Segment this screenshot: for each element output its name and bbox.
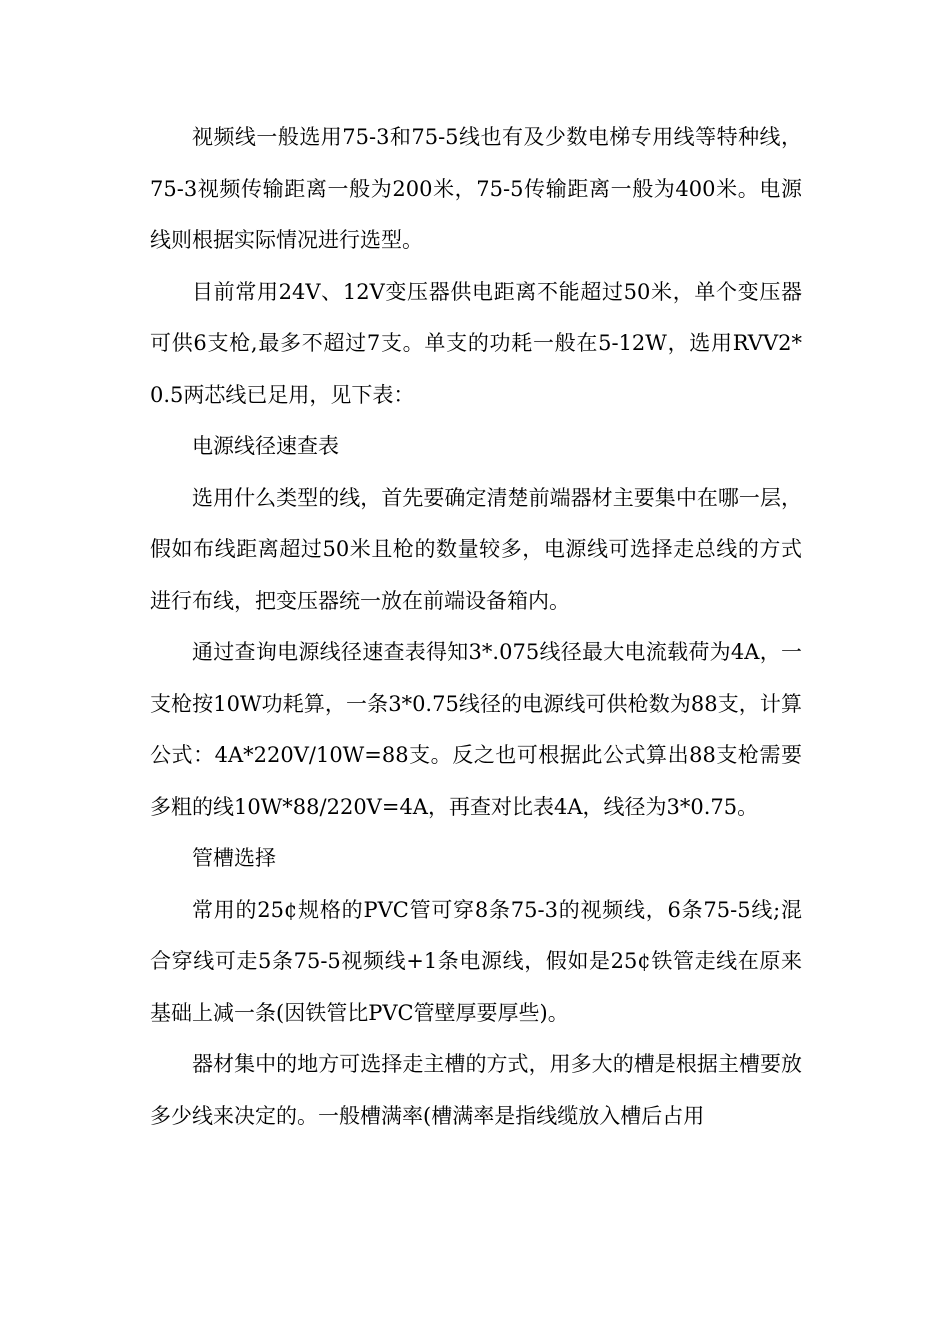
paragraph-cable-calculation: 通过查询电源线径速查表得知3*.075线径最大电流载荷为4A，一支枪按10W功耗算，一条3*0.75线径的电源线可供枪数为88支，计算公式：4A*220V/10W=88支。反之也可根据此公式算出88支枪需要多粗的线10W*88/220V=4A，再查对比表4A，线径为3*0.75。	[150, 640, 802, 819]
heading-conduit-selection: 管槽选择	[192, 846, 276, 870]
paragraph-transformer-power: 目前常用24V、12V变压器供电距离不能超过50米，单个变压器可供6支枪,最多不超过7支。单支的功耗一般在5-12W，选用RVV2*0.5两芯线已足用，见下表：	[150, 279, 802, 407]
paragraph-main-trunking: 器材集中的地方可选择走主槽的方式，用多大的槽是根据主槽要放多少线来决定的。一般槽满率(槽满率是指线缆放入槽后占用	[150, 1052, 802, 1128]
paragraph-cable-type-selection: 选用什么类型的线，首先要确定清楚前端器材主要集中在哪一层，假如布线距离超过50米且枪的数量较多，电源线可选择走总线的方式进行布线，把变压器统一放在前端设备箱内。	[150, 485, 802, 613]
heading-power-cable-table: 电源线径速查表	[192, 434, 339, 458]
paragraph-pvc-conduit: 常用的25¢规格的PVC管可穿8条75-3的视频线，6条75-5线;混合穿线可走5条75-5视频线+1条电源线，假如是25¢铁管走线在原来基础上减一条(因铁管比PVC管壁厚要厚些)。	[150, 897, 802, 1025]
document-body	[150, 112, 802, 1142]
paragraph-video-cable: 视频线一般选用75-3和75-5线也有及少数电梯专用线等特种线，75-3视频传输距离一般为200米，75-5传输距离一般为400米。电源线则根据实际情况进行选型。	[150, 125, 802, 252]
